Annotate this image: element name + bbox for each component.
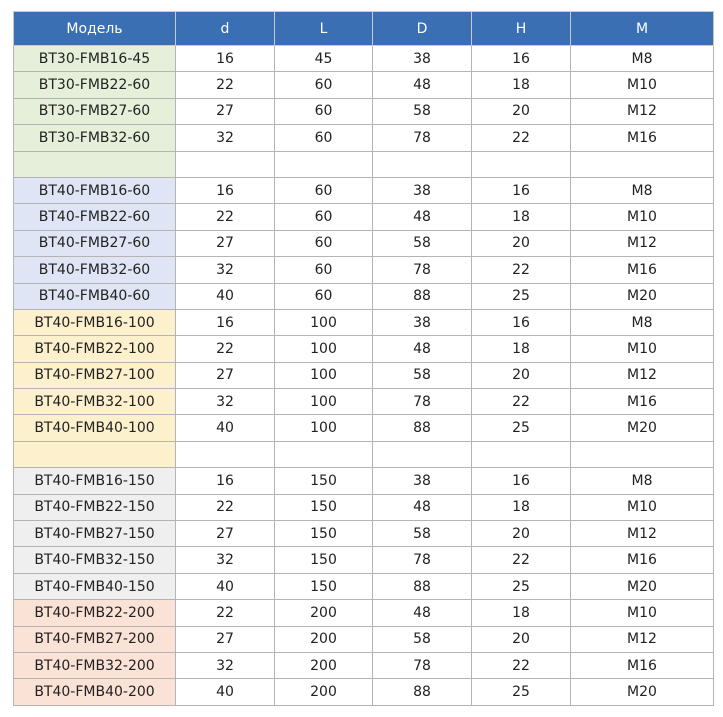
cell-d: 38 [373, 46, 472, 72]
spacer-row [14, 441, 714, 467]
cell-h: 18 [472, 600, 571, 626]
model-cell: BT30-FMB16-45 [14, 46, 176, 72]
table-row [14, 309, 714, 335]
cell-d: 16 [176, 177, 275, 203]
cell-d: 78 [373, 547, 472, 573]
table-row [14, 626, 714, 652]
header-h: H [472, 12, 571, 46]
model-cell: BT30-FMB27-60 [14, 98, 176, 124]
model-cell: BT40-FMB27-200 [14, 626, 176, 652]
cell-l: 60 [275, 125, 373, 151]
cell-l: 60 [275, 257, 373, 283]
cell-m: M16 [571, 389, 714, 415]
cell-m: M8 [571, 468, 714, 494]
cell-d: 40 [176, 573, 275, 599]
cell-d: 22 [176, 204, 275, 230]
cell-d: 48 [373, 494, 472, 520]
cell-h: 16 [472, 46, 571, 72]
cell-l [275, 151, 373, 177]
cell-d [176, 151, 275, 177]
cell-d: 16 [176, 468, 275, 494]
cell-d: 32 [176, 547, 275, 573]
cell-h [472, 441, 571, 467]
cell-m: M10 [571, 336, 714, 362]
cell-d: 40 [176, 415, 275, 441]
cell-m: M20 [571, 573, 714, 599]
cell-m: M16 [571, 257, 714, 283]
cell-d: 58 [373, 626, 472, 652]
model-cell: BT40-FMB32-100 [14, 389, 176, 415]
cell-d: 88 [373, 573, 472, 599]
cell-d: 27 [176, 626, 275, 652]
cell-h: 16 [472, 177, 571, 203]
cell-d [373, 151, 472, 177]
table-row [14, 283, 714, 309]
cell-l: 200 [275, 626, 373, 652]
cell-l: 150 [275, 468, 373, 494]
model-cell: BT40-FMB16-150 [14, 468, 176, 494]
cell-m: M8 [571, 309, 714, 335]
model-cell [14, 441, 176, 467]
cell-m: M12 [571, 626, 714, 652]
model-cell [14, 151, 176, 177]
cell-d: 32 [176, 652, 275, 678]
cell-l: 60 [275, 98, 373, 124]
table-row [14, 494, 714, 520]
cell-d: 58 [373, 98, 472, 124]
cell-d: 22 [176, 494, 275, 520]
cell-d: 32 [176, 257, 275, 283]
cell-d: 40 [176, 679, 275, 705]
cell-d [176, 441, 275, 467]
model-cell: BT40-FMB22-150 [14, 494, 176, 520]
table-row [14, 679, 714, 705]
cell-d: 88 [373, 679, 472, 705]
cell-m: M10 [571, 600, 714, 626]
cell-d: 78 [373, 389, 472, 415]
cell-h: 16 [472, 309, 571, 335]
header-d: d [176, 12, 275, 46]
model-cell: BT40-FMB22-100 [14, 336, 176, 362]
table-row [14, 336, 714, 362]
model-cell: BT40-FMB27-100 [14, 362, 176, 388]
cell-l: 200 [275, 600, 373, 626]
cell-d: 78 [373, 652, 472, 678]
cell-d: 16 [176, 46, 275, 72]
cell-m: M16 [571, 125, 714, 151]
cell-h: 20 [472, 626, 571, 652]
cell-h: 18 [472, 336, 571, 362]
cell-d: 32 [176, 125, 275, 151]
cell-m: M20 [571, 415, 714, 441]
table-row [14, 389, 714, 415]
cell-h: 25 [472, 283, 571, 309]
model-cell: BT40-FMB22-200 [14, 600, 176, 626]
cell-d [373, 441, 472, 467]
cell-d: 22 [176, 336, 275, 362]
cell-d: 16 [176, 309, 275, 335]
cell-d: 27 [176, 362, 275, 388]
model-cell: BT40-FMB40-60 [14, 283, 176, 309]
cell-h: 18 [472, 72, 571, 98]
table-row [14, 521, 714, 547]
cell-l: 150 [275, 521, 373, 547]
table-row [14, 46, 714, 72]
cell-h: 18 [472, 204, 571, 230]
cell-l: 60 [275, 230, 373, 256]
table-row [14, 468, 714, 494]
cell-d: 48 [373, 600, 472, 626]
model-cell: BT40-FMB22-60 [14, 204, 176, 230]
model-cell: BT40-FMB32-200 [14, 652, 176, 678]
cell-l: 150 [275, 573, 373, 599]
spacer-row [14, 151, 714, 177]
header-row [14, 12, 714, 46]
cell-d: 88 [373, 415, 472, 441]
cell-m: M10 [571, 494, 714, 520]
cell-d: 78 [373, 125, 472, 151]
header-dd: D [373, 12, 472, 46]
cell-h: 25 [472, 679, 571, 705]
cell-h: 20 [472, 362, 571, 388]
header-l: L [275, 12, 373, 46]
model-cell: BT40-FMB40-100 [14, 415, 176, 441]
model-cell: BT40-FMB40-150 [14, 573, 176, 599]
cell-m [571, 441, 714, 467]
cell-h: 22 [472, 389, 571, 415]
cell-d: 22 [176, 600, 275, 626]
cell-d: 40 [176, 283, 275, 309]
cell-h: 20 [472, 98, 571, 124]
table-body [14, 46, 714, 706]
table-row [14, 573, 714, 599]
cell-d: 58 [373, 362, 472, 388]
model-cell: BT30-FMB22-60 [14, 72, 176, 98]
cell-l: 150 [275, 547, 373, 573]
header-model: Модель [14, 12, 176, 46]
table-row [14, 177, 714, 203]
cell-d: 22 [176, 72, 275, 98]
cell-l: 60 [275, 177, 373, 203]
spec-table [13, 11, 714, 706]
cell-m: M12 [571, 230, 714, 256]
cell-l [275, 441, 373, 467]
cell-h: 22 [472, 547, 571, 573]
cell-l: 200 [275, 679, 373, 705]
table-row [14, 547, 714, 573]
cell-m: M12 [571, 98, 714, 124]
cell-d: 58 [373, 230, 472, 256]
cell-m: M12 [571, 521, 714, 547]
cell-l: 100 [275, 309, 373, 335]
cell-h: 22 [472, 652, 571, 678]
cell-l: 60 [275, 204, 373, 230]
cell-h: 22 [472, 125, 571, 151]
cell-l: 200 [275, 652, 373, 678]
table-row [14, 72, 714, 98]
cell-d: 32 [176, 389, 275, 415]
model-cell: BT40-FMB32-150 [14, 547, 176, 573]
cell-l: 100 [275, 415, 373, 441]
cell-d: 27 [176, 521, 275, 547]
cell-l: 60 [275, 72, 373, 98]
model-cell: BT40-FMB27-60 [14, 230, 176, 256]
model-cell: BT40-FMB27-150 [14, 521, 176, 547]
cell-h [472, 151, 571, 177]
table-row [14, 125, 714, 151]
table-row [14, 204, 714, 230]
table-row [14, 98, 714, 124]
table-header [14, 12, 714, 46]
cell-m: M20 [571, 283, 714, 309]
cell-d: 38 [373, 468, 472, 494]
table-row [14, 362, 714, 388]
cell-m: M16 [571, 652, 714, 678]
cell-m: M20 [571, 679, 714, 705]
table-row [14, 257, 714, 283]
model-cell: BT40-FMB16-60 [14, 177, 176, 203]
cell-d: 38 [373, 177, 472, 203]
cell-h: 25 [472, 573, 571, 599]
cell-h: 20 [472, 521, 571, 547]
cell-l: 45 [275, 46, 373, 72]
cell-d: 58 [373, 521, 472, 547]
model-cell: BT40-FMB16-100 [14, 309, 176, 335]
cell-h: 25 [472, 415, 571, 441]
table-row [14, 652, 714, 678]
cell-d: 48 [373, 72, 472, 98]
cell-l: 100 [275, 362, 373, 388]
cell-m: M16 [571, 547, 714, 573]
cell-d: 27 [176, 230, 275, 256]
cell-d: 48 [373, 336, 472, 362]
cell-m: M8 [571, 177, 714, 203]
table-row [14, 600, 714, 626]
cell-m: M10 [571, 72, 714, 98]
cell-d: 27 [176, 98, 275, 124]
cell-h: 16 [472, 468, 571, 494]
cell-m: M12 [571, 362, 714, 388]
model-cell: BT30-FMB32-60 [14, 125, 176, 151]
header-m: M [571, 12, 714, 46]
cell-l: 150 [275, 494, 373, 520]
cell-l: 100 [275, 336, 373, 362]
table-row [14, 230, 714, 256]
cell-h: 22 [472, 257, 571, 283]
cell-l: 100 [275, 389, 373, 415]
cell-m: M10 [571, 204, 714, 230]
cell-h: 20 [472, 230, 571, 256]
cell-h: 18 [472, 494, 571, 520]
cell-m: M8 [571, 46, 714, 72]
cell-d: 48 [373, 204, 472, 230]
model-cell: BT40-FMB32-60 [14, 257, 176, 283]
model-cell: BT40-FMB40-200 [14, 679, 176, 705]
cell-l: 60 [275, 283, 373, 309]
cell-m [571, 151, 714, 177]
cell-d: 38 [373, 309, 472, 335]
cell-d: 78 [373, 257, 472, 283]
cell-d: 88 [373, 283, 472, 309]
table-row [14, 415, 714, 441]
